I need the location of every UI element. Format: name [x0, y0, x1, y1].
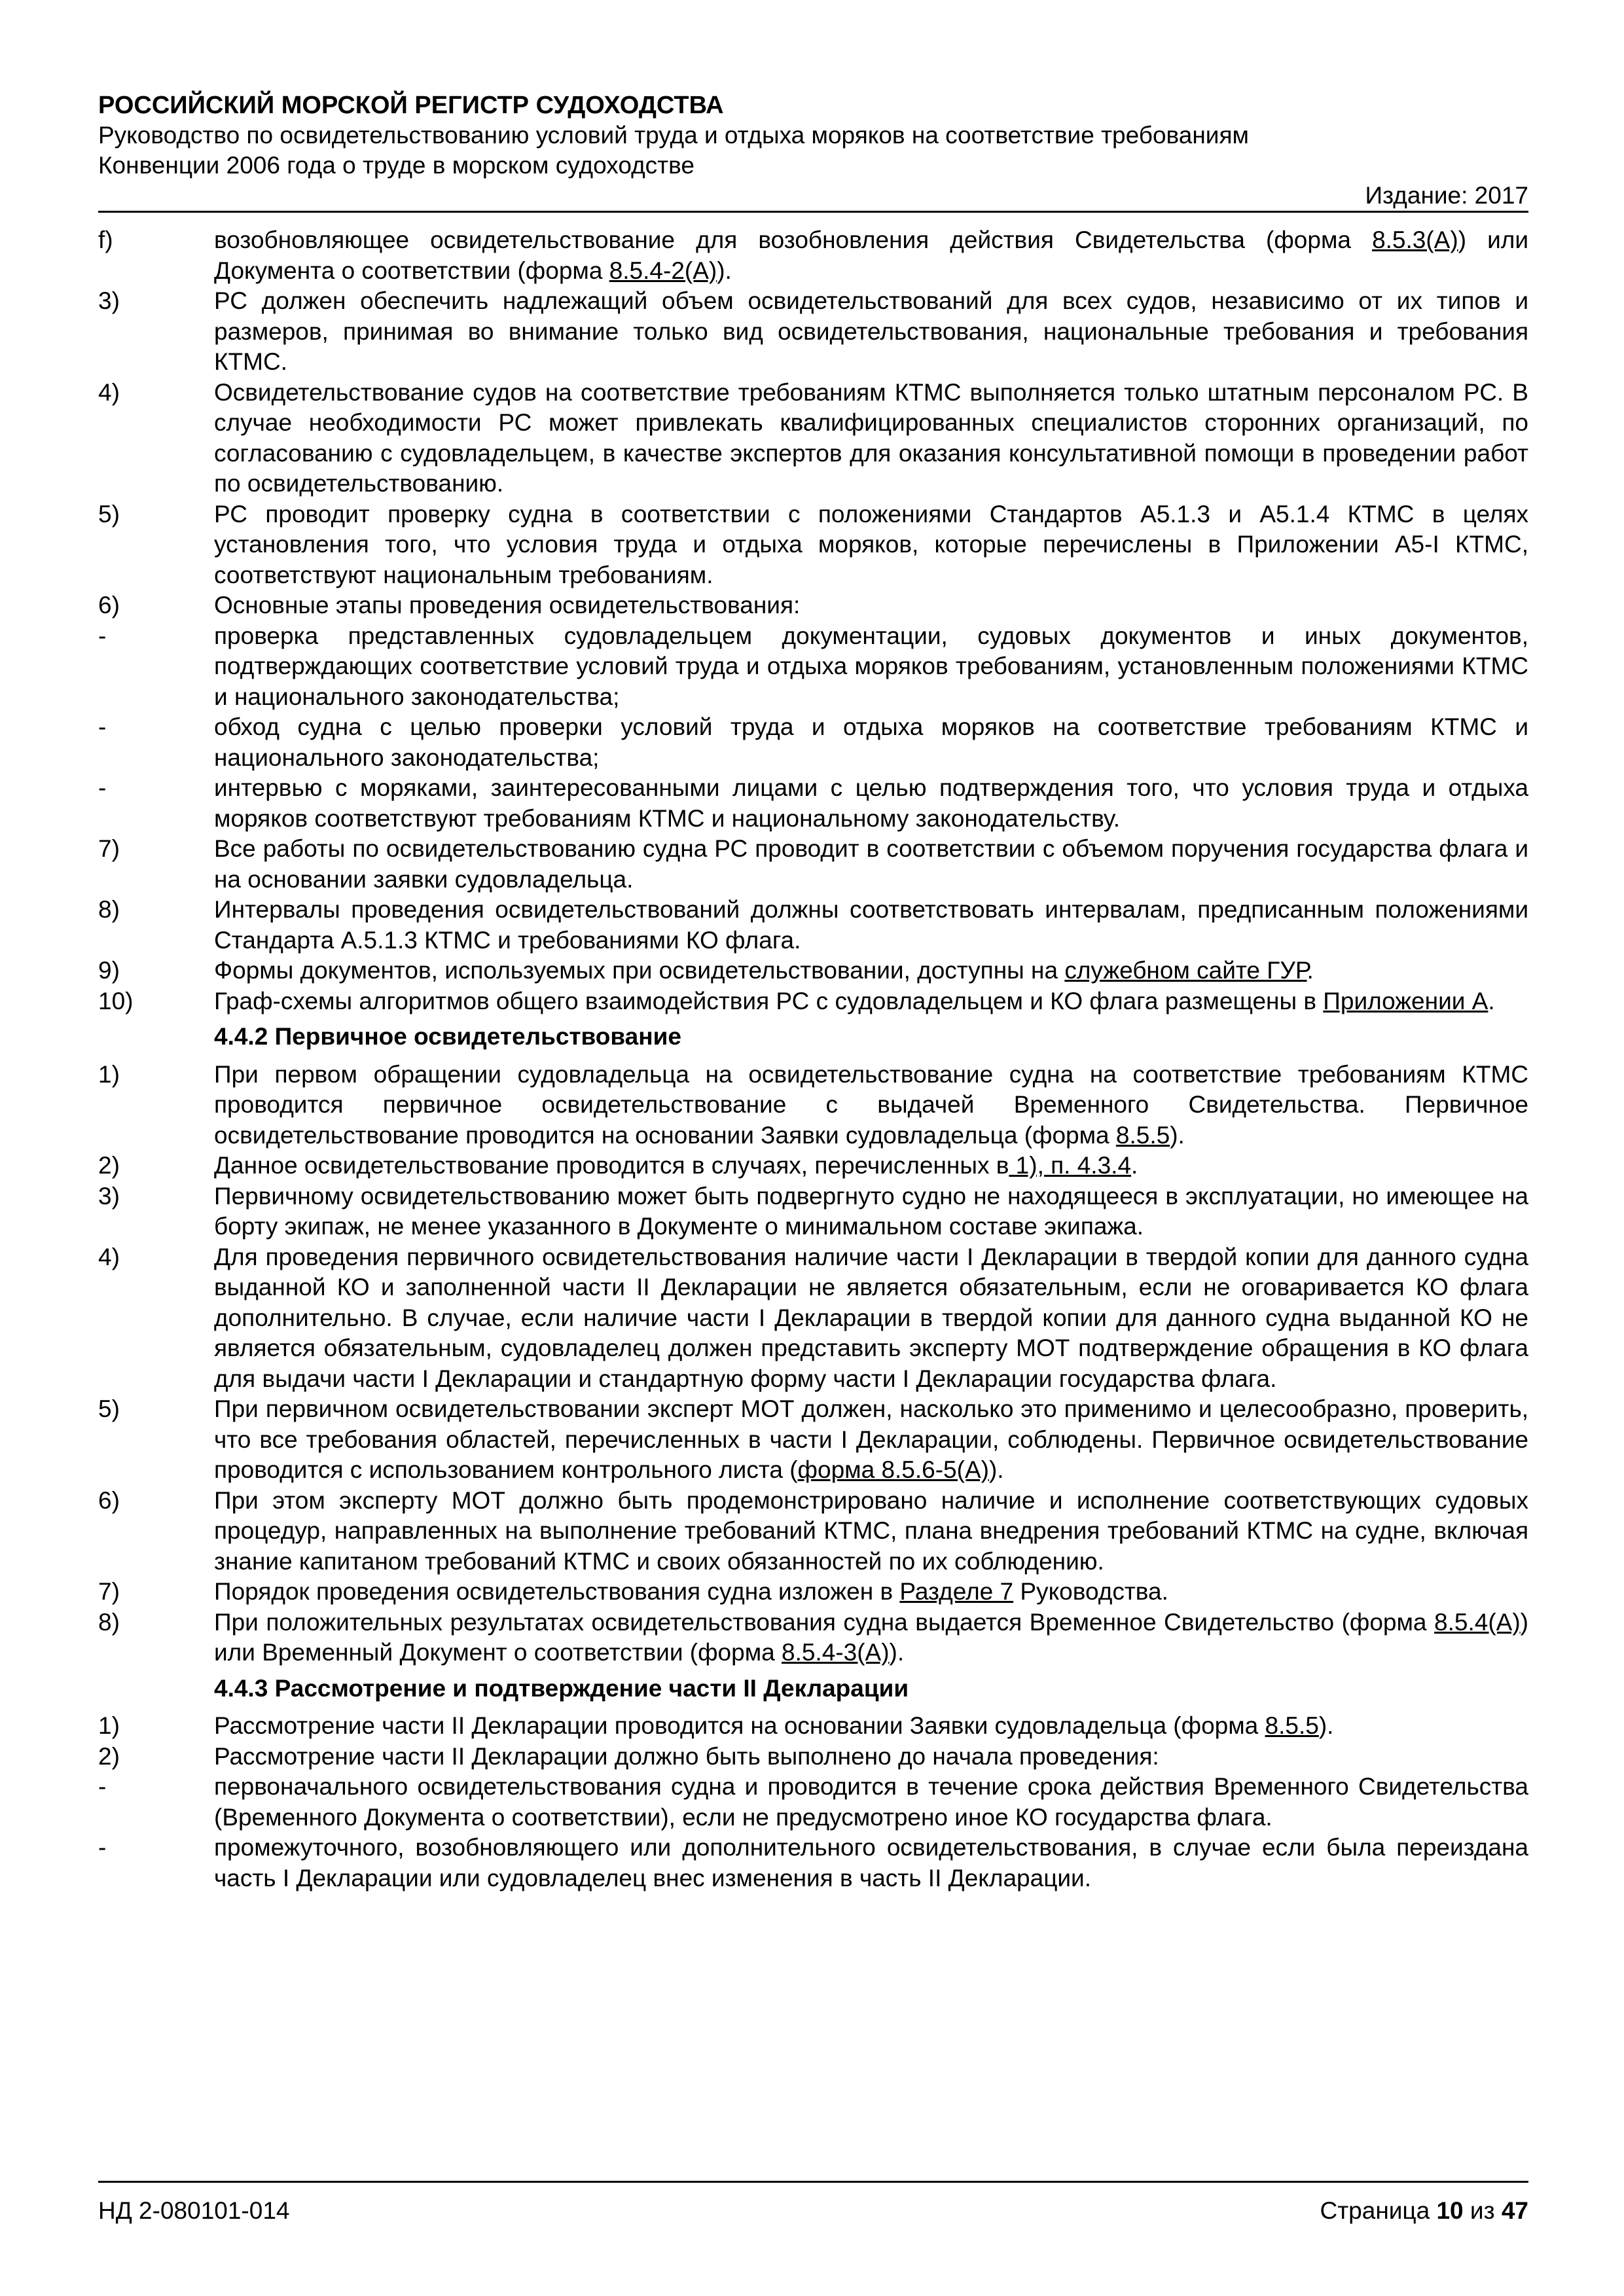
list-marker: 7): [98, 835, 120, 862]
item-text: Все работы по освидетельствованию судна РС проводит в соответствии с объемом поручения государства флага и на основании заявки судовладельца.: [214, 835, 1528, 893]
list-marker: 8): [98, 1608, 120, 1636]
list-marker: 2): [98, 1742, 120, 1770]
list-marker: 1): [98, 1712, 120, 1739]
list-item: [98, 1181, 1528, 1242]
list-item: [98, 1577, 1528, 1607]
list-item: [98, 1607, 1528, 1668]
item-text-end: ).: [717, 257, 732, 284]
item-text-end: ).: [1170, 1121, 1185, 1149]
list-item: [98, 286, 1528, 378]
list-item: [98, 499, 1528, 591]
page-content: [98, 225, 1528, 1893]
form-link[interactable]: 8.5.5: [1115, 1121, 1170, 1149]
list-item: [98, 1151, 1528, 1181]
item-text-end: Руководства.: [1013, 1578, 1168, 1605]
page-total: 47: [1501, 2197, 1528, 2224]
item-text-mid: ) или Временный Документ о соответствии (форма: [214, 1608, 1528, 1666]
item-text-end: ).: [1318, 1712, 1334, 1739]
list-item: [98, 1394, 1528, 1486]
list-item: [98, 895, 1528, 956]
form-link[interactable]: 8.5.4-2(А): [609, 257, 717, 284]
list-marker: 4): [98, 1243, 120, 1270]
form-link[interactable]: 8.5.3(А): [1372, 226, 1458, 253]
clause-link[interactable]: 1), п. 4.3.4: [1009, 1152, 1132, 1179]
list-item: [98, 1060, 1528, 1151]
item-text: РС проводит проверку судна в соответствии с положениями Стандартов А5.1.3 и А5.1.4 КТМС в целях установления того, что условия труда и отдыха моряков, которые перечислены в Приложении А5-I КТМС, соответствуют национальным требованиям.: [214, 500, 1528, 588]
service-site-link[interactable]: служебном сайте ГУР: [1064, 957, 1307, 984]
list-item: [98, 621, 1528, 713]
item-text: Граф-схемы алгоритмов общего взаимодействия РС с судовладельцем и КО флага размещены в: [214, 987, 1324, 1014]
item-text: При положительных результатах освидетельствования судна выдается Временное Свидетельство (форма: [214, 1608, 1435, 1636]
page-footer: [98, 2181, 1528, 2236]
item-text: Данное освидетельствование проводится в случаях, перечисленных в: [214, 1152, 1009, 1179]
item-text: Формы документов, используемых при освидетельствовании, доступны на: [214, 957, 1065, 984]
item-text: Интервалы проведения освидетельствований должны соответствовать интервалам, предписанным положениями Стандарта А.5.1.3 КТМС и требованиями КО флага.: [214, 896, 1528, 954]
section-heading-4-4-2: 4.4.2 Первичное освидетельствование: [214, 1023, 681, 1050]
list-item: [98, 378, 1528, 499]
document-subtitle-line2: Конвенции 2006 года о труде в морском судоходстве: [98, 152, 695, 179]
item-text: проверка представленных судовладельцем документации, судовых документов и иных документов, подтверждающих соответствие условий труда и отдыха моряков требованиям, установленным положениями КТМС и национального законодательства;: [214, 622, 1528, 710]
form-link[interactable]: 8.5.4(А): [1434, 1608, 1521, 1636]
page-header: [98, 90, 1528, 213]
item-text: РС должен обеспечить надлежащий объем освидетельствований для всех судов, независимо от их типов и размеров, принимая во внимание только вид освидетельствования, национальные требования и требования КТМС.: [214, 287, 1528, 375]
list-item: [98, 590, 1528, 621]
list-marker: 6): [98, 1486, 120, 1514]
list-item: [98, 956, 1528, 986]
list-item: [98, 834, 1528, 895]
item-text-end: ).: [889, 1639, 905, 1666]
section-link[interactable]: Разделе 7: [899, 1578, 1014, 1605]
item-text: Основные этапы проведения освидетельствования:: [214, 592, 801, 619]
item-text-end: ).: [988, 1456, 1004, 1483]
section-heading-4-4-3: 4.4.3 Рассмотрение и подтверждение части II Декларации: [214, 1674, 909, 1702]
item-text: При первичном освидетельствовании эксперт МОТ должен, насколько это применимо и целесообразно, проверить, что все требования областей, перечисленных в части I Декларации, соблюдены. Первичное освидетельствование проводится с использованием контрольного листа (: [214, 1395, 1528, 1483]
item-text: Первичному освидетельствованию может быть подвергнуто судно не находящееся в эксплуатации, но имеющее на борту экипаж, не менее указанного в Документе о минимальном составе экипажа.: [214, 1182, 1528, 1240]
form-link[interactable]: форма 8.5.6-5(А): [797, 1456, 989, 1483]
form-link[interactable]: 8.5.4-3(А): [782, 1639, 890, 1666]
list-marker: -: [98, 713, 107, 740]
item-text: При первом обращении судовладельца на освидетельствование судна на соответствие требованиям КТМС проводится первичное освидетельствование с выдачей Временного Свидетельства. Первичное освидетельствование проводится на основании Заявки судовладельца (форма: [214, 1060, 1528, 1149]
list-marker: 5): [98, 1395, 120, 1422]
item-text: первоначального освидетельствования судна и проводится в течение срока действия Временного Свидетельства (Временного Документа о соответствии), если не предусмотрено иное КО государства флага.: [214, 1773, 1528, 1831]
list-marker: 10): [98, 987, 134, 1014]
list-marker: 1): [98, 1060, 120, 1088]
footer-divider: [98, 2181, 1528, 2183]
list-marker: 3): [98, 1182, 120, 1210]
item-text: обход судна с целью проверки условий труда и отдыха моряков на соответствие требованиям КТМС и национального законодательства;: [214, 713, 1528, 771]
list-marker: -: [98, 774, 107, 801]
list-item: [98, 712, 1528, 773]
item-text: При этом эксперту МОТ должно быть продемонстрировано наличие и исполнение соответствующих судовых процедур, направленных на выполнение требований КТМС, плана внедрения требований КТМС на судне, включая знание капитаном требований КТМС и своих обязанностей по их соблюдению.: [214, 1486, 1528, 1575]
item-text-end: .: [1131, 1152, 1138, 1179]
item-text-end: .: [1307, 957, 1314, 984]
item-text: Для проведения первичного освидетельствования наличие части I Декларации в твердой копии для данного судна выданной КО и заполненной части II Декларации не является обязательным, если не оговаривается КО флага дополнительно. В случае, если наличие части I Декларации в твердой копии для данного судна выданной КО не является обязательным, судовладелец должен представить эксперту МОТ подтверждение обращения в КО флага для выдачи части I Декларации и стандартную форму части I Декларации государства флага.: [214, 1243, 1528, 1392]
item-text: Порядок проведения освидетельствования судна изложен в: [214, 1578, 900, 1605]
item-text-end: .: [1488, 987, 1495, 1014]
document-number: НД 2-080101-014: [98, 2197, 290, 2224]
item-text-mid: ) или Документа о соответствии (форма: [214, 226, 1529, 284]
list-item: [98, 1772, 1528, 1833]
list-item: [98, 1742, 1528, 1772]
edition-label: Издание: 2017: [98, 181, 1528, 213]
appendix-link[interactable]: Приложении А: [1323, 987, 1489, 1014]
item-text: возобновляющее освидетельствование для возобновления действия Свидетельства (форма: [214, 226, 1373, 253]
list-marker: 6): [98, 592, 120, 619]
list-item: [98, 1486, 1528, 1577]
list-marker: 3): [98, 287, 120, 314]
form-link[interactable]: 8.5.5: [1265, 1712, 1319, 1739]
list-marker: -: [98, 622, 107, 649]
list-marker: -: [98, 1834, 107, 1861]
list-marker: 5): [98, 500, 120, 528]
list-marker: 8): [98, 896, 120, 923]
list-marker: 7): [98, 1578, 120, 1605]
list-marker: 4): [98, 378, 120, 406]
list-item: [98, 986, 1528, 1017]
list-marker: 9): [98, 957, 120, 984]
list-item: [98, 1242, 1528, 1395]
item-text: Рассмотрение части II Декларации проводится на основании Заявки судовладельца (форма: [214, 1712, 1265, 1739]
list-item: [98, 773, 1528, 834]
list-item: [98, 1833, 1528, 1893]
organization-name: РОССИЙСКИЙ МОРСКОЙ РЕГИСТР СУДОХОДСТВА: [98, 92, 724, 119]
list-item: [98, 1711, 1528, 1742]
document-subtitle-line1: Руководство по освидетельствованию условий труда и отдыха моряков на соответствие требованиям: [98, 122, 1249, 149]
item-text: интервью с моряками, заинтересованными лицами с целью подтверждения того, что условия труда и отдыха моряков соответствуют требованиям КТМС и национальному законодательству.: [214, 774, 1528, 832]
page-number: 10: [1436, 2197, 1464, 2224]
list-marker: 2): [98, 1152, 120, 1179]
of-label: из: [1463, 2197, 1502, 2224]
list-marker: -: [98, 1773, 107, 1800]
item-text: Освидетельствование судов на соответствие требованиям КТМС выполняется только штатным персоналом РС. В случае необходимости РС может привлекать квалифицированных специалистов сторонних организаций, по согласованию с судовладельцем, в качестве экспертов для оказания консультативной помощи в проведении работ по освидетельствованию.: [214, 378, 1528, 497]
page-indicator: [1320, 2197, 1529, 2225]
list-item: [98, 225, 1528, 286]
page-label: Страница: [1320, 2197, 1437, 2224]
list-marker: f): [98, 226, 113, 253]
item-text: промежуточного, возобновляющего или дополнительного освидетельствования, в случае если была переиздана часть I Декларации или судовладелец внес изменения в часть II Декларации.: [214, 1834, 1528, 1892]
item-text: Рассмотрение части II Декларации должно быть выполнено до начала проведения:: [214, 1742, 1159, 1770]
